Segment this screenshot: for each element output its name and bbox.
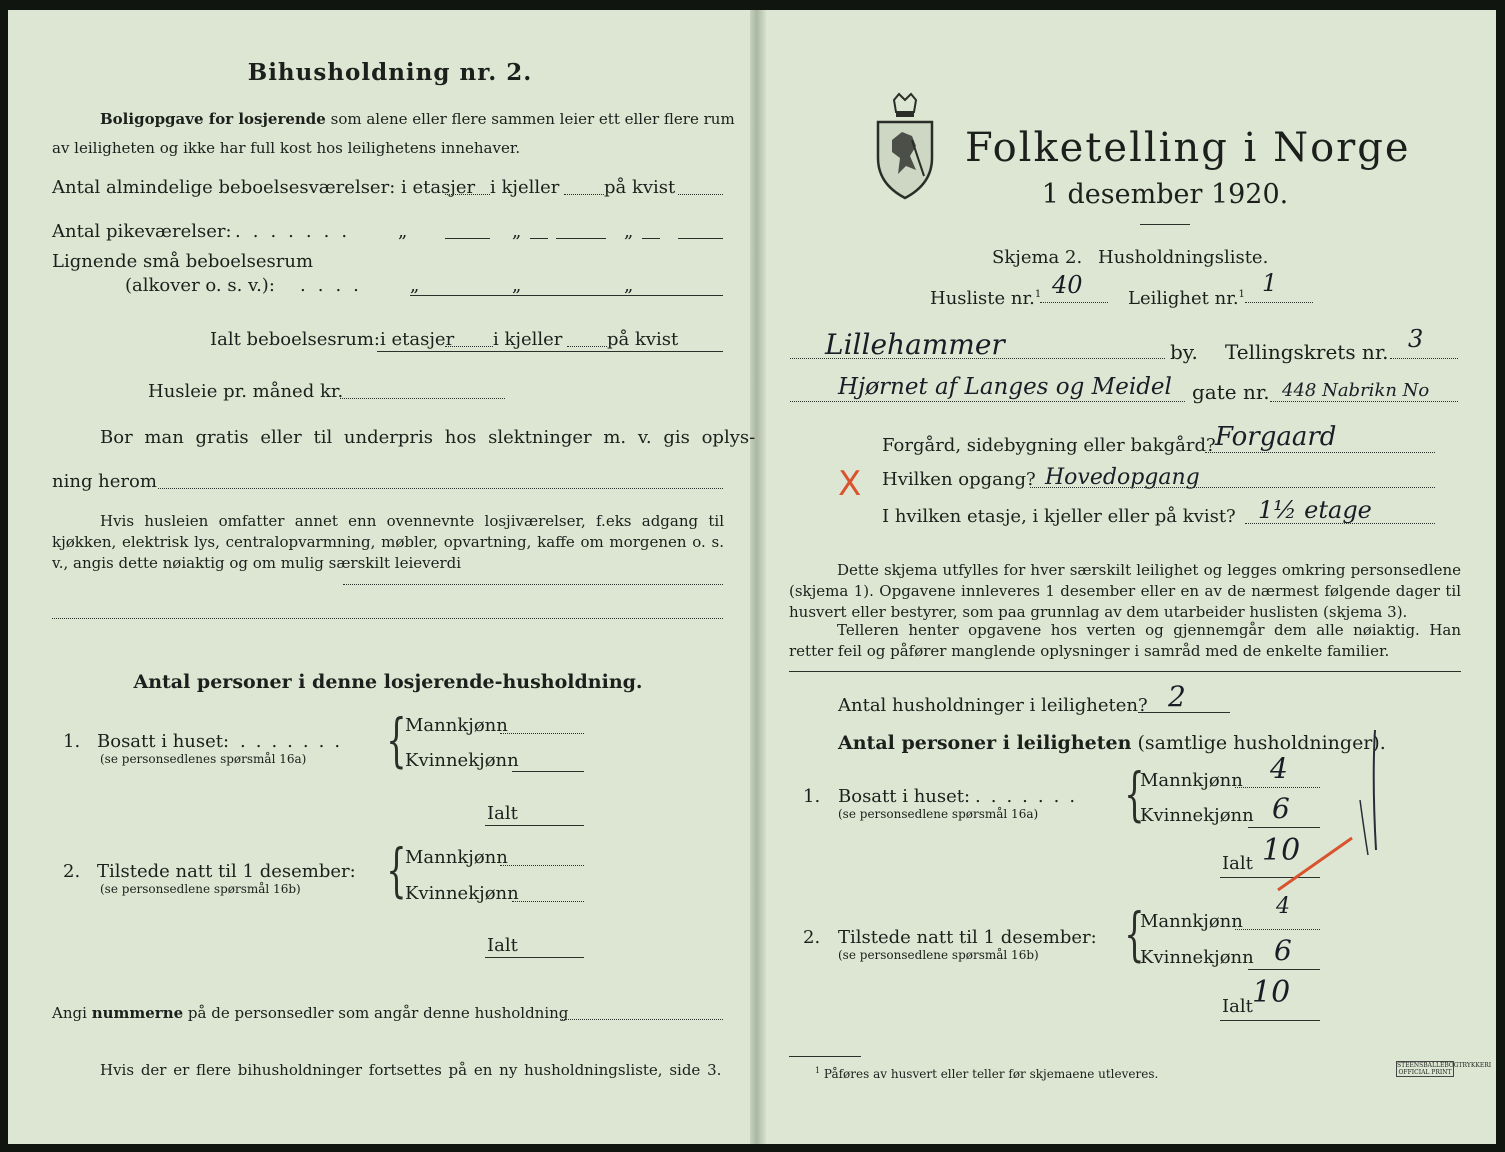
row-lign-label: Lignende små beboelsesrum <box>52 251 314 272</box>
right-bosatt-ialt-value: 10 <box>1262 833 1301 868</box>
right-bosatt-ialt: Ialt <box>1222 853 1253 874</box>
right-bosatt-mann: Mannkjønn <box>1140 770 1243 791</box>
alkover-ditto-2: „ <box>512 275 522 296</box>
intro-rest: som alene eller flere sammen leier ett eller flere rum <box>330 110 735 128</box>
husliste-value: 40 <box>1052 271 1083 299</box>
gate-value: Hjørnet af Langes og Meidel <box>838 374 1172 400</box>
row-ialt-label: Ialt beboelsesrum: <box>210 329 380 350</box>
right-bosatt-kvinne: Kvinnekjønn <box>1140 805 1254 826</box>
printer-stamp: STEENSBALLEBOGTRYKKERI OFFICIAL PRINT <box>1397 1062 1492 1076</box>
by-value: Lillehammer <box>825 328 1005 361</box>
right-persons-heading: Antal personer i leiligheten (samtlige husholdninger). <box>838 732 1386 754</box>
right-tilstede-kvinne-value: 6 <box>1274 934 1292 967</box>
by-label: by. <box>1170 340 1198 364</box>
left-tilstede-label: Tilstede natt til 1 desember: <box>97 861 356 882</box>
gratis-line-2: ning herom <box>52 471 157 492</box>
husleie-omfatter-text: Hvis husleien omfatter annet enn ovennevnte losjiværelser, f.eks adgang til kjøkken, elektrisk lys, centralopvarmning, møbler, opvartning, kaffe om morgenen o. s. v., angis dette nøiaktig og om mulig særskilt leieverdi <box>52 512 724 572</box>
left-bosatt-sub: (se personsedlenes spørsmål 16a) <box>100 752 307 766</box>
krets-value: 3 <box>1408 325 1424 353</box>
left-bosatt-kvinne: Kvinnekjønn <box>405 750 519 771</box>
leilighet-value: 1 <box>1262 269 1278 297</box>
etasje-label: I hvilken etasje, i kjeller eller på kvist? <box>882 506 1236 527</box>
instruction-2: Telleren henter opgavene hos verten og gjennemgår dem alle nøiaktig. Han retter feil og påfører manglende oplysninger i samråd med de enkelte familier. <box>789 621 1461 660</box>
right-tilstede-sub: (se personsedlene spørsmål 16b) <box>838 948 1039 962</box>
etasje-value: 1½ etage <box>1258 496 1372 524</box>
left-bosatt-label: Bosatt i huset: <box>97 731 230 752</box>
right-bosatt-kvinne-value: 6 <box>1272 792 1290 825</box>
left-title: Bihusholdning nr. 2. <box>247 59 533 86</box>
right-tilstede-mann: Mannkjønn <box>1140 911 1243 932</box>
opgang-label: Hvilken opgang? <box>882 469 1036 490</box>
footnote: $^1$ Påføres av husvert eller teller før skjemaene utleveres. <box>815 1066 1159 1081</box>
skjema-label: Skjema 2. <box>992 247 1083 268</box>
left-tilstede-sub: (se personsedlene spørsmål 16b) <box>100 882 301 896</box>
leilighet-label: Leilighet nr.$^1$ <box>1128 288 1245 309</box>
opgang-red-mark: X <box>838 464 862 504</box>
left-bosatt-num: 1. <box>63 731 81 752</box>
ialt-etasjer: i etasjer <box>380 329 455 350</box>
pike-dots: ....... <box>235 221 360 242</box>
right-tilstede-ialt: Ialt <box>1222 996 1253 1017</box>
alkover-ditto-1: „ <box>410 275 420 296</box>
page-fold <box>750 10 766 1144</box>
left-bosatt-dots: ....... <box>240 731 351 752</box>
alm-kvist: på kvist <box>604 177 676 198</box>
left-bosatt-ialt: Ialt <box>487 803 518 824</box>
right-date: 1 desember 1920. <box>1041 179 1289 210</box>
husliste-label: Husliste nr.$^1$ <box>930 288 1042 309</box>
alkover-dots: .... <box>300 275 371 296</box>
left-tilstede-ialt: Ialt <box>487 935 518 956</box>
intro-bold: Boligopgave for losjerende <box>100 110 326 128</box>
right-title: Folketelling i Norge <box>965 125 1411 171</box>
right-tilstede-brace: { <box>1124 900 1145 968</box>
pencil-check-marks <box>1260 720 1390 900</box>
opgang-value: Hovedopgang <box>1045 465 1200 490</box>
right-bosatt-num: 1. <box>803 786 821 807</box>
left-bosatt-mann: Mannkjønn <box>405 715 508 736</box>
right-bosatt-sub: (se personsedlene spørsmål 16a) <box>838 807 1039 821</box>
pike-ditto-3: „ <box>624 221 634 242</box>
right-bosatt-dots: ....... <box>975 786 1086 807</box>
left-tilstede-kvinne: Kvinnekjønn <box>405 883 519 904</box>
krets-label: Tellingskrets nr. <box>1225 340 1389 364</box>
skjema-name: Husholdningsliste. <box>1098 247 1269 268</box>
row-alkover-label: (alkover o. s. v.): <box>125 275 275 296</box>
intro-line-1 <box>100 111 735 128</box>
left-tilstede-brace: { <box>386 836 407 904</box>
left-tilstede-num: 2. <box>63 861 81 882</box>
left-footer: Hvis der er flere bihusholdninger fortsettes på en ny husholdningsliste, side 3. <box>100 1061 722 1079</box>
right-tilstede-label: Tilstede natt til 1 desember: <box>838 927 1097 948</box>
gate-nr-value: 448 Nabrikn No <box>1282 380 1430 401</box>
pike-ditto-2: „ <box>512 221 522 242</box>
row-pike-label: Antal pikeværelser: <box>52 221 232 242</box>
gate-label: gate nr. <box>1192 380 1270 404</box>
instruction-1: Dette skjema utfylles for hver særskilt leilighet og legges omkring personsedlene (skjema 1). Opgavene innleveres 1 desember eller en av de nærmest følgende dager til husvert eller bestyrer, som paa grunnlag av dem utarbeider huslisten (skjema 3). <box>789 561 1461 621</box>
right-bosatt-brace: { <box>1124 760 1145 828</box>
pike-ditto-1: „ <box>398 221 408 242</box>
ialt-kjeller: i kjeller <box>493 329 563 350</box>
row-alm-label: Antal almindelige beboelsesværelser: i etasjer <box>52 177 476 198</box>
alm-kjeller: i kjeller <box>490 177 560 198</box>
right-tilstede-num: 2. <box>803 927 821 948</box>
husholdninger-value: 2 <box>1168 680 1186 713</box>
husleie-label: Husleie pr. måned kr. <box>148 381 344 402</box>
alkover-ditto-3: „ <box>624 275 634 296</box>
left-bosatt-brace: { <box>386 706 407 774</box>
right-tilstede-mann-value: 4 <box>1276 894 1290 919</box>
right-bosatt-mann-value: 4 <box>1270 752 1288 785</box>
right-bosatt-label: Bosatt i huset: <box>838 786 971 807</box>
forgard-value: Forgaard <box>1215 422 1337 452</box>
ialt-kvist: på kvist <box>607 329 679 350</box>
gratis-line-1: Bor man gratis eller til underpris hos slektninger m. v. gis oplys- <box>100 427 756 448</box>
left-persons-heading: Antal personer i denne losjerende-husholdning. <box>133 671 643 693</box>
angi-line: Angi nummerne på de personsedler som angår denne husholdning <box>52 1004 569 1022</box>
right-tilstede-ialt-value: 10 <box>1252 975 1291 1010</box>
right-tilstede-kvinne: Kvinnekjønn <box>1140 947 1254 968</box>
left-tilstede-mann: Mannkjønn <box>405 847 508 868</box>
intro-line-2: av leiligheten og ikke har full kost hos leilighetens innehaver. <box>52 139 521 157</box>
forgard-label: Forgård, sidebygning eller bakgård? <box>882 435 1216 456</box>
husholdninger-label: Antal husholdninger i leiligheten? <box>838 695 1148 716</box>
norwegian-coat-of-arms-icon <box>872 92 938 202</box>
